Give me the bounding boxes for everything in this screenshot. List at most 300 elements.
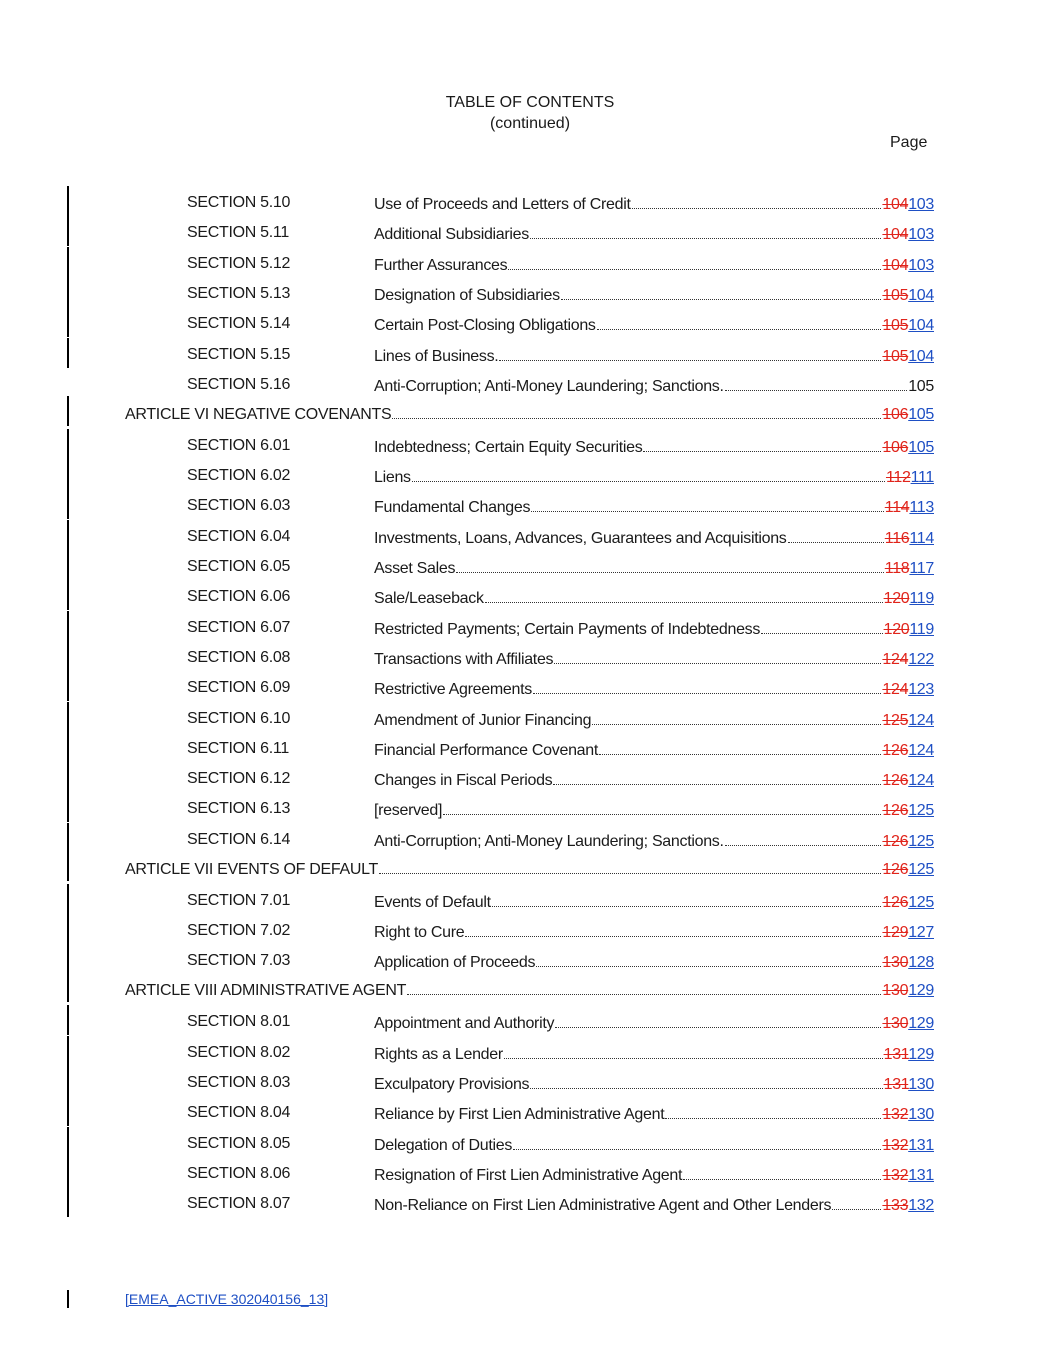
inserted-page-number[interactable]: 131 [908,1166,934,1184]
deleted-page-number: 104 [882,226,909,244]
inserted-page-number[interactable]: 129 [908,1015,934,1033]
change-bar [67,1096,69,1126]
toc-article-row [0,404,1056,426]
toc-section-row [0,679,1056,701]
page-number [882,861,934,879]
page-number [882,681,934,699]
entry-title-cell [374,1044,934,1064]
toc-subtitle: (continued) [489,115,571,132]
dot-leader [504,1044,883,1059]
inserted-page-number[interactable]: 129 [908,982,934,1000]
change-bar [67,247,69,277]
inserted-page-number[interactable]: 104 [908,347,934,365]
page-number [882,772,934,790]
change-bar [67,1290,69,1308]
deleted-page-number: 131 [883,1045,909,1063]
deleted-page-number: 114 [884,499,910,517]
inserted-page-number[interactable]: 105 [908,405,934,423]
entry-title-cell [374,224,934,244]
section-number: SECTION 8.03 [187,1073,291,1091]
section-number: SECTION 6.09 [187,679,291,697]
section-title: Anti-Corruption; Anti-Money Laundering; Sanctions. [374,377,724,395]
entry-title-cell [125,980,934,1000]
deleted-page-number: 126 [882,741,909,759]
inserted-page-number[interactable]: 103 [908,196,934,213]
change-bar [67,641,69,671]
section-number: SECTION 6.05 [187,558,291,575]
change-bar [67,792,69,822]
page-number [885,560,934,578]
inserted-page-number[interactable]: 104 [908,286,934,304]
section-title: Exculpatory Provisions [374,1075,530,1093]
dot-leader [561,285,882,300]
dot-leader [592,710,881,725]
change-bar [67,1127,69,1157]
toc-section-row [0,1074,1056,1096]
page-number [908,378,934,396]
toc-section-row [0,315,1056,337]
deleted-page-number: 106 [882,405,909,423]
section-title: Restrictive Agreements [374,681,532,699]
page-number [882,802,934,820]
change-bar [67,1187,69,1217]
page-number [882,651,934,669]
entry-title-cell [374,1165,934,1185]
inserted-page-number[interactable]: 124 [908,741,934,759]
section-title: Further Assurances [374,256,508,274]
entry-title-cell [125,404,934,424]
change-bar [67,944,69,974]
deleted-page-number: 130 [882,1015,909,1033]
document-reference[interactable]: [EMEA_ACTIVE 302040156_13] [125,1291,329,1307]
change-bar [67,1157,69,1187]
dot-leader [533,679,881,694]
entry-title-cell [374,800,934,820]
section-title: Reliance by First Lien Administrative Agent [374,1106,665,1124]
toc-section-row [0,558,1056,580]
change-bar [67,489,69,519]
change-bar [67,611,69,641]
dot-leader [643,437,881,452]
entry-title-cell [374,285,934,305]
deleted-page-number: 126 [882,832,909,850]
section-number: SECTION 5.16 [187,375,291,393]
inserted-page-number[interactable]: 124 [908,711,934,729]
inserted-page-number[interactable]: 124 [908,772,934,790]
change-bar [67,338,69,368]
page-number [884,621,934,639]
deleted-page-number: 129 [882,924,909,941]
deleted-page-number: 126 [882,860,909,878]
dot-leader [499,346,881,361]
page-number [882,742,934,760]
entry-title-cell [374,892,934,912]
toc-section-row [0,194,1056,216]
toc-article-row [0,980,1056,1002]
deleted-page-number: 106 [882,438,909,456]
toc-article-row [0,859,1056,881]
section-number: SECTION 6.14 [187,830,291,848]
section-title: Use of Proceeds and Letters of Credit [374,196,631,213]
deleted-page-number: 104 [882,196,909,213]
entry-title-cell [374,588,934,608]
change-bar [67,459,69,489]
section-title: Additional Subsidiaries [374,226,529,244]
dot-leader [683,1165,881,1180]
dot-leader [632,194,882,209]
section-number: SECTION 6.13 [187,800,291,818]
dot-leader [492,892,882,907]
section-title: Right to Cure [374,924,465,941]
entry-title-cell [374,922,934,942]
page-number [882,1015,934,1033]
page-number [884,590,934,608]
dot-leader [412,467,885,482]
toc-title: TABLE OF CONTENTS [445,94,615,111]
section-number: SECTION 7.01 [187,891,291,909]
dot-leader [597,315,882,330]
section-title: Liens [374,469,411,487]
toc-section-row [0,224,1056,246]
entry-title-cell [374,831,934,851]
dot-leader [407,980,881,995]
toc-section-row [0,952,1056,974]
section-number: SECTION 6.03 [187,497,291,515]
inserted-page-number[interactable]: 125 [908,832,934,850]
entry-title-cell [374,1013,934,1033]
inserted-page-number[interactable]: 130 [908,1075,934,1093]
page-number [882,317,934,335]
section-title: Application of Proceeds [374,954,536,972]
dot-leader [832,1195,881,1210]
change-bar [67,186,69,216]
entry-title-cell [374,1074,934,1094]
toc-section-row [0,831,1056,853]
change-bar [67,702,69,732]
page-number [882,257,934,275]
deleted-page-number: 118 [884,560,910,577]
page-number [882,439,934,457]
toc-section-row [0,437,1056,459]
deleted-page-number: 133 [882,1197,909,1215]
change-bar [67,429,69,459]
section-number: SECTION 5.11 [187,224,289,242]
toc-section-row [0,1104,1056,1126]
inserted-page-number[interactable]: 119 [909,620,934,638]
inserted-page-number[interactable]: 131 [908,1136,934,1154]
change-bar [67,972,69,1002]
entry-title-cell [374,1135,934,1155]
toc-section-row [0,619,1056,641]
dot-leader [554,649,881,664]
page-number [882,287,934,305]
entry-title-cell [374,710,934,730]
entry-title-cell [374,194,934,214]
change-bar [67,914,69,944]
deleted-page-number: 126 [882,893,909,911]
inserted-page-number[interactable]: 117 [909,560,934,577]
section-number: SECTION 6.08 [187,648,291,666]
entry-title-cell [374,346,934,366]
deleted-page-number: 126 [882,772,909,790]
section-title: Restricted Payments; Certain Payments of Indebtedness [374,620,761,638]
page-number [882,894,934,912]
page-number [886,469,934,487]
dot-leader [725,376,908,391]
deleted-page-number: 130 [882,954,909,972]
entry-title-cell [374,619,934,639]
change-bar [67,216,69,246]
entry-title-cell [374,1195,934,1215]
change-bar [67,732,69,762]
section-title: Designation of Subsidiaries [374,286,560,304]
dot-leader [530,224,881,239]
page-number [882,954,934,972]
dot-leader [485,588,883,603]
article-title: ARTICLE VI NEGATIVE COVENANTS [125,405,392,423]
deleted-page-number: 126 [882,802,909,820]
toc-section-row [0,800,1056,822]
entry-title-cell [374,1104,934,1124]
section-title: Rights as a Lender [374,1045,503,1063]
inserted-page-number[interactable]: 125 [908,893,934,911]
section-title: [reserved] [374,802,443,820]
dot-leader [536,952,881,967]
section-title: Fundamental Changes [374,499,531,517]
page-number [882,226,934,244]
page-column-label: Page [890,134,928,151]
entry-title-cell [125,859,934,879]
deleted-page-number: 132 [882,1106,909,1124]
inserted-page-number[interactable]: 123 [908,681,934,699]
deleted-page-number: 112 [885,469,911,487]
toc-section-row [0,649,1056,671]
inserted-page-number[interactable]: 132 [908,1197,934,1215]
entry-title-cell [374,437,934,457]
dot-leader [392,404,881,419]
section-title: Non-Reliance on First Lien Administrative Agent and Other Lenders [374,1197,832,1215]
inserted-page-number[interactable]: 119 [909,590,934,608]
dot-leader [531,497,884,512]
section-number: SECTION 8.04 [187,1104,291,1122]
inserted-page-number[interactable]: 127 [908,924,934,941]
change-bar [67,307,69,337]
dot-leader [456,558,884,573]
inserted-page-number[interactable]: 125 [908,802,934,820]
section-title: Investments, Loans, Advances, Guarantees and Acquisitions [374,529,787,547]
deleted-page-number: 105 [882,286,909,304]
toc-section-row [0,346,1056,368]
section-number: SECTION 6.11 [187,739,289,757]
dot-leader [443,800,881,815]
deleted-page-number: 131 [883,1075,909,1093]
toc-section-row [0,1044,1056,1066]
change-bar [67,1005,69,1035]
page-number [882,833,934,851]
toc-section-row [0,770,1056,792]
section-title: Transactions with Affiliates [374,650,554,668]
change-bar [67,884,69,914]
inserted-page-number[interactable]: 103 [908,226,934,244]
toc-section-row [0,588,1056,610]
page-number [882,196,934,214]
toc-section-row [0,1013,1056,1035]
section-title: Sale/Leaseback [374,590,484,608]
section-title: Events of Default [374,893,491,911]
section-number: SECTION 8.01 [187,1013,291,1031]
dot-leader [725,831,882,846]
inserted-page-number[interactable]: 130 [908,1106,934,1124]
deleted-page-number: 104 [882,256,909,274]
section-number: SECTION 6.01 [187,436,291,454]
inserted-page-number[interactable]: 105 [908,438,934,456]
toc-section-row [0,710,1056,732]
page-number [882,1167,934,1185]
toc-section-row [0,892,1056,914]
toc-section-row [0,740,1056,762]
entry-title-cell [374,315,934,335]
deleted-page-number: 105 [882,347,909,365]
toc-section-row [0,376,1056,398]
change-bar [67,580,69,610]
entry-title-cell [374,467,934,487]
change-bar [67,671,69,701]
page-number [882,406,934,424]
section-title: Certain Post-Closing Obligations [374,317,596,335]
deleted-page-number: 124 [882,650,909,668]
page-number [884,1046,934,1064]
section-number: SECTION 6.10 [187,709,291,727]
dot-leader [513,1135,881,1150]
inserted-page-number[interactable]: 103 [908,256,934,274]
page-number [884,1076,934,1094]
section-title: Resignation of First Lien Administrative Agent [374,1166,683,1184]
entry-title-cell [374,740,934,760]
page-number [882,712,934,730]
section-number: SECTION 5.10 [187,194,291,211]
entry-title-cell [374,649,934,669]
section-number: SECTION 6.07 [187,618,291,636]
section-title: Amendment of Junior Financing [374,711,592,729]
change-bar [67,396,69,426]
deleted-page-number: 125 [882,711,909,729]
dot-leader [379,859,881,874]
inserted-page-number[interactable]: 125 [908,860,934,878]
section-number: SECTION 8.02 [187,1043,291,1061]
inserted-page-number[interactable]: 128 [908,954,934,972]
dot-leader [665,1104,881,1119]
change-bar [67,277,69,307]
section-number: SECTION 7.02 [187,922,291,939]
deleted-page-number: 124 [882,681,909,699]
section-number: SECTION 8.05 [187,1134,291,1152]
inserted-page-number[interactable]: 122 [908,650,934,668]
deleted-page-number: 132 [882,1166,909,1184]
toc-section-row [0,1195,1056,1217]
section-number: SECTION 5.12 [187,254,291,272]
change-bar [67,762,69,792]
page-number-value: 105 [908,377,934,395]
page-number [882,924,934,942]
page-number [882,1106,934,1124]
entry-title-cell [374,558,934,578]
dot-leader [553,770,881,785]
section-number: SECTION 8.06 [187,1164,291,1182]
inserted-page-number[interactable]: 104 [908,317,934,335]
section-number: SECTION 6.12 [187,770,291,788]
page-number [882,1197,934,1215]
dot-leader [508,255,881,270]
dot-leader [599,740,881,755]
toc-section-row [0,528,1056,550]
entry-title-cell [374,497,934,517]
section-title: Changes in Fiscal Periods [374,772,553,790]
section-number: SECTION 7.03 [187,952,291,970]
change-bar [67,520,69,550]
section-title: Indebtedness; Certain Equity Securities [374,438,643,456]
inserted-page-number[interactable]: 129 [908,1045,934,1063]
section-number: SECTION 5.14 [187,315,291,333]
section-title: Appointment and Authority [374,1015,555,1033]
article-title: ARTICLE VIII ADMINISTRATIVE AGENT [125,982,407,1000]
dot-leader [530,1074,882,1089]
entry-title-cell [374,376,934,396]
deleted-page-number: 130 [882,982,909,1000]
deleted-page-number: 120 [883,590,910,608]
deleted-page-number: 120 [883,620,910,638]
entry-title-cell [374,679,934,699]
section-number: SECTION 8.07 [187,1195,291,1213]
entry-title-cell [374,770,934,790]
toc-section-row [0,255,1056,277]
entry-title-cell [374,952,934,972]
toc-section-row [0,497,1056,519]
page-number [882,1137,934,1155]
deleted-page-number: 105 [882,317,909,335]
section-title: Financial Performance Covenant [374,741,599,759]
toc-section-row [0,922,1056,944]
section-number: SECTION 6.04 [187,527,291,545]
change-bar [67,550,69,580]
inserted-page-number[interactable]: 114 [909,529,934,547]
section-number: SECTION 6.06 [187,588,291,606]
toc-section-row [0,1135,1056,1157]
page-number [882,982,934,1000]
dot-leader [788,528,884,543]
section-number: SECTION 6.02 [187,467,291,485]
entry-title-cell [374,528,934,548]
section-title: Delegation of Duties [374,1136,513,1154]
inserted-page-number[interactable]: 111 [910,469,934,487]
article-title: ARTICLE VII EVENTS OF DEFAULT [125,860,378,878]
page-number [885,530,934,548]
toc-section-row [0,467,1056,489]
toc-section-row [0,1165,1056,1187]
change-bar [67,1066,69,1096]
section-title: Anti-Corruption; Anti-Money Laundering; Sanctions. [374,832,724,850]
dot-leader [555,1013,881,1028]
toc-section-row [0,285,1056,307]
entry-title-cell [374,255,934,275]
section-number: SECTION 5.15 [187,345,291,363]
inserted-page-number[interactable]: 113 [909,499,934,517]
change-bar [67,851,69,881]
section-title: Asset Sales [374,560,456,577]
dot-leader [761,619,883,634]
deleted-page-number: 132 [882,1136,909,1154]
page-number [885,499,934,517]
section-title: Lines of Business. [374,347,499,365]
